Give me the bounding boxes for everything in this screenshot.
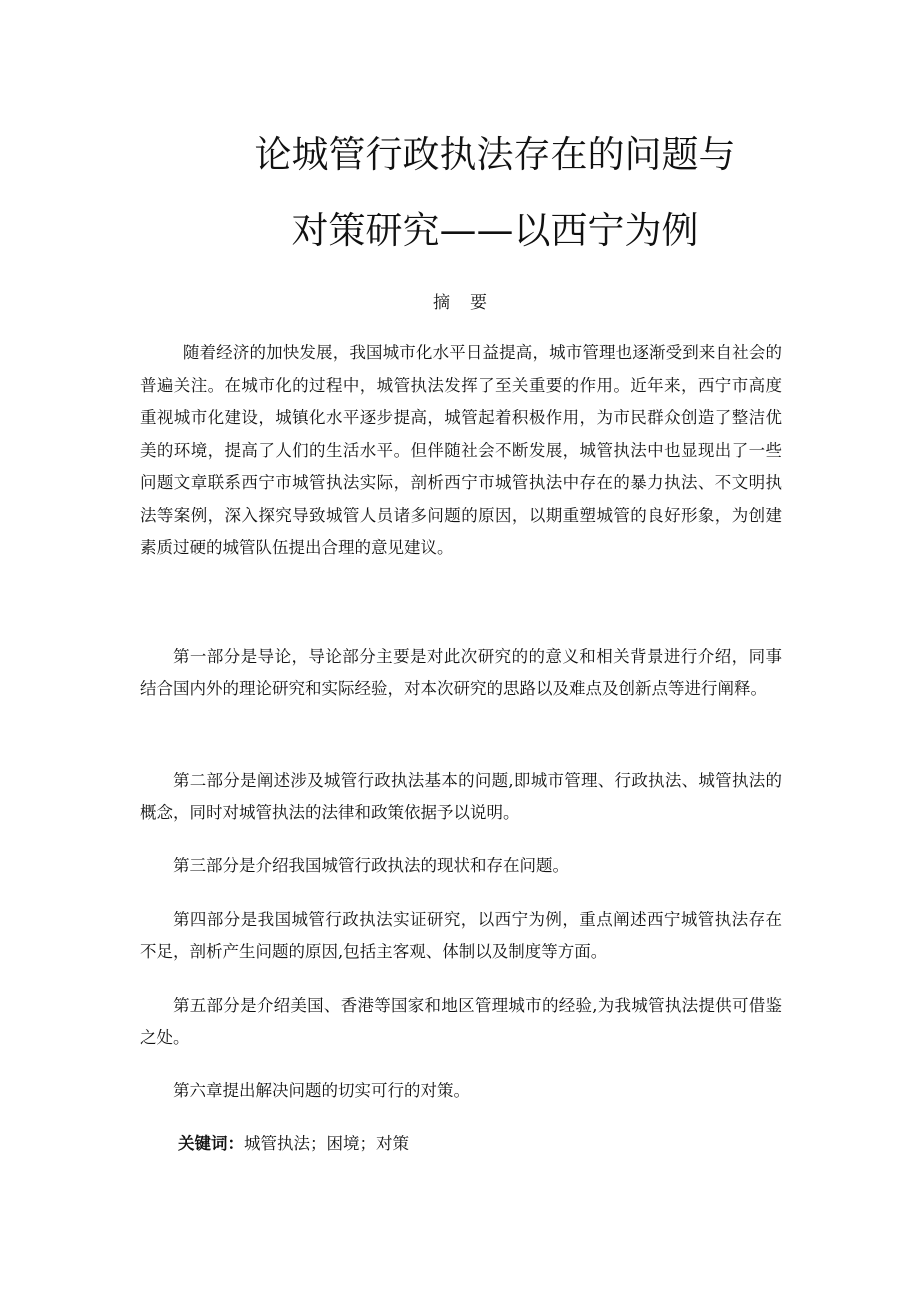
section-paragraph-2: 第二部分是阐述涉及城管行政执法基本的问题,即城市管理、行政执法、城管执法的概念，同时对城管执法的法律和政策依据予以说明。 bbox=[140, 771, 782, 822]
abstract-heading: 摘要 bbox=[433, 293, 507, 313]
title-line-2: 对策研究——以西宁为例 bbox=[291, 209, 699, 252]
section-paragraph-1: 第一部分是导论，导论部分主要是对此次研究的的意义和相关背景进行介绍，同事结合国内外的理论研究和实际经验，对本次研究的思路以及难点及创新点等进行阐释。 bbox=[140, 647, 782, 698]
abstract-main-paragraph: 随着经济的加快发展，我国城市化水平日益提高，城市管理也逐渐受到来自社会的普遍关注。在城市化的过程中，城管执法发挥了至关重要的作用。近年来，西宁市高度重视城市化建设，城镇化水平逐步提高，城管起着积极作用，为市民群众创造了整洁优美的环境，提高了人们的生活水平。但伴随社会不断发展，城管执法中也显现出了一些问题文章联系西宁市城管执法实际，剖析西宁市城管执法中存在的暴力执法、不文明执法等案例，深入探究导致城管人员诸多问题的原因，以期重塑城管的良好形象，为创建素质过硬的城管队伍提出合理的意见建议。 bbox=[140, 343, 782, 557]
section-paragraph-4: 第四部分是我国城管行政执法实证研究，以西宁为例，重点阐述西宁城管执法存在不足，剖析产生问题的原因,包括主客观、体制以及制度等方面。 bbox=[140, 910, 782, 961]
section-paragraph-3: 第三部分是介绍我国城管行政执法的现状和存在问题。 bbox=[173, 856, 569, 875]
abstract-body bbox=[140, 337, 782, 565]
section-paragraph-6: 第六章提出解决问题的切实可行的对策。 bbox=[173, 1081, 470, 1100]
keywords-line bbox=[178, 1128, 409, 1160]
keywords-label: 关键词： bbox=[178, 1134, 244, 1153]
keywords-value: 城管执法；困境；对策 bbox=[244, 1134, 409, 1153]
title-line-1: 论城管行政执法存在的问题与 bbox=[254, 133, 736, 176]
section-paragraph-5: 第五部分是介绍美国、香港等国家和地区管理城市的经验,为我城管执法提供可借鉴之处。 bbox=[140, 996, 782, 1047]
